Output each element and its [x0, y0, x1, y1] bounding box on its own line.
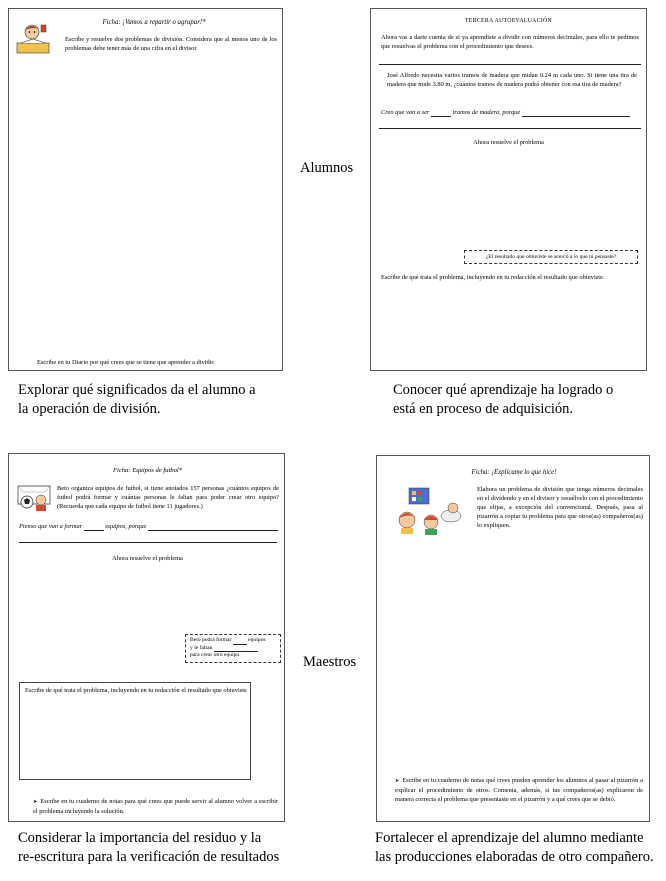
card3-title: Ficha: Equipos de futbol* [112, 467, 183, 474]
card1-body: Escribe y resuelve dos problemas de división. Considera que al menos uno de los problemas debe tener más de una cifra en el divisor. [65, 36, 277, 52]
students-clipart [393, 486, 469, 536]
card3-guess-line: Pienso que van a formar equipos, porque [19, 522, 279, 531]
card2-resolve: Ahora resuelve el problema [473, 139, 544, 146]
worksheet-card-2 [370, 8, 647, 371]
student-reading-clipart [15, 21, 51, 55]
card2-title: TERCERA AUTOEVALUACIÓN [464, 18, 553, 24]
card4-footer: ➤ Escribe en tu cuaderno de notas qué crees pueden aprender los alumnos al pasar al pizarrón a explicar el procedimiento de otros. Comenta, además, si tus compañeros(as) explicaron de manera correcta el problema que presentaste en el pizarrón y a qué crees que se debió. [395, 776, 643, 804]
answer-blank[interactable] [431, 116, 451, 117]
card2-check-box: ¿El resultado que obtuviste se acercó a lo que tú pensaste? [464, 250, 638, 264]
label-alumnos: Alumnos [300, 160, 354, 176]
soccer-clipart [15, 482, 53, 512]
card1-footer: Escribe en tu Diario por qué crees que se tiene que aprender a dividir. [37, 359, 215, 366]
card3-resolve: Ahora resuelve el problema [112, 555, 183, 562]
caption-1: Explorar qué significados da el alumno a la operación de división. [18, 382, 256, 417]
card4-title: Ficha: ¡Explícame lo que hice! [471, 469, 557, 476]
card3-write-box[interactable]: Escribe de qué trata el problema, incluyendo en tu redacción el resultado que obtuviste [19, 682, 251, 780]
reason-blank[interactable] [148, 530, 278, 531]
worksheet-card-1 [8, 8, 283, 371]
card3-answer-box: Beto podrá formar equipos y le faltan para crear otro equipo. [185, 634, 281, 663]
card2-guess-line: Creo que van a ser tramos de madera, porque [381, 108, 643, 117]
card2-problem: José Alfredo necesita varios tramos de madera que midan 0.24 m cada uno. Si tiene una tira de madera que mide 3.80 m, ¿cuántos tramos de madera podrá obtener con esa tira de madera? [387, 72, 637, 88]
caption-3: Considerar la importancia del residuo y la re-escritura para la verificación de resultados [18, 830, 280, 865]
label-maestros: Maestros [303, 654, 357, 670]
card2-write: Escribe de qué trata el problema, incluyendo en tu redacción el resultado que obtuviste. [381, 274, 605, 281]
answer-blank[interactable] [84, 530, 104, 531]
card1-title: Ficha: ¡Vamos a repartir o agrupar!* [102, 19, 206, 26]
caption-4: Fortalecer el aprendizaje del alumno mediante las producciones elaboradas de otro compañero. [375, 830, 654, 865]
card4-body: Elabora un problema de división que tenga números decimales en el dividendo y en el divisor y resuélvelo con el procedimiento que elijas, a excepción del convencional. Después, pasa al pizarrón a copiar tu problema para que otros(as) compañeros(as) lo expliquen. [477, 486, 643, 529]
card3-body: Beto organiza equipos de futbol, si tiene anotados 157 personas ¿cuántos equipos de futbol podrá formar y cuántas personas le faltan para poder crear otro equipo? (Recuerda que cada equipo de futbol tiene 11 jugadores.) [57, 485, 279, 510]
caption-2: Conocer qué aprendizaje ha logrado o está en proceso de adquisición. [393, 382, 614, 417]
reason-blank[interactable] [522, 116, 630, 117]
card3-footer: ➤ Escribe en tu cuaderno de notas para qué crees que puede servir al alumno volver a escribir el problema incluyendo la solución. [33, 797, 278, 816]
worksheet-card-3 [8, 453, 285, 822]
worksheet-card-4 [376, 455, 650, 822]
card2-intro: Ahora vas a darte cuenta de si ya aprendiste a dividir con números decimales, para ello te pedimos que resuelvas el problema con el procedimiento que desees. [381, 34, 639, 50]
